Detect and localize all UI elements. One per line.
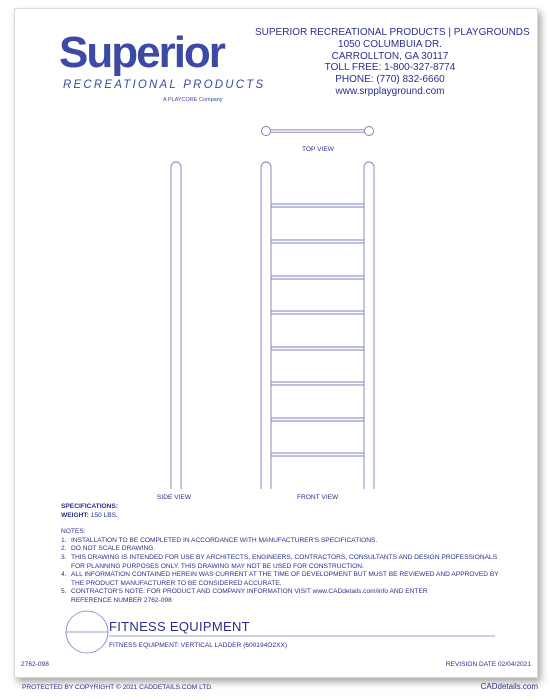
note-line: ALL INFORMATION CONTAINED HEREIN WAS CURRENT AT THE TIME OF DEVELOPMENT BUT MUST BE REVIEWED AND APPROVED BY xyxy=(71,571,499,579)
logo-tagline: A PLAYCORE Company xyxy=(163,97,223,103)
notes-heading: NOTES: xyxy=(61,528,86,536)
note-line: CONTRACTOR'S NOTE: FOR PRODUCT AND COMPANY INFORMATION VISIT www.CADdetails.com/info AND ENTER xyxy=(71,588,428,596)
note-item xyxy=(61,554,501,571)
ladder-rungs xyxy=(271,204,364,456)
note-item xyxy=(61,588,501,605)
note-line: THIS DRAWING IS INTENDED FOR USE BY ARCHITECTS, ENGINEERS, CONTRACTORS, CONSULTANTS AND DESIGN PROFESSIONALS xyxy=(71,553,498,561)
weight-value: 150 LBS. xyxy=(90,511,118,519)
logo-wordmark: Superior xyxy=(59,28,224,77)
logo-subtitle: RECREATIONAL PRODUCTS xyxy=(63,79,266,91)
note-number: 1. xyxy=(61,536,67,544)
drawing-sheet xyxy=(14,8,538,678)
company-address-line1: 1050 COLUMBUIA DR. xyxy=(338,38,442,50)
note-line: INSTALLATION TO BE COMPLETED IN ACCORDANCE WITH MANUFACTURER'S SPECIFICATIONS. xyxy=(71,536,378,544)
company-website[interactable]: www.srpplayground.com xyxy=(335,85,445,97)
note-number: 3. xyxy=(61,553,67,561)
caddetails-brand[interactable]: CADdetails.com xyxy=(480,682,538,691)
notes-list xyxy=(61,537,501,606)
reference-number: 2762-098 xyxy=(21,661,49,668)
note-item xyxy=(61,545,501,554)
front-view-label: FRONT VIEW xyxy=(297,494,339,501)
front-view-drawing xyxy=(261,162,374,489)
weight-label: WEIGHT: xyxy=(61,511,89,519)
note-line: DO NOT SCALE DRAWING. xyxy=(71,545,156,553)
note-number: 5. xyxy=(61,588,67,596)
note-line: THE PRODUCT MANUFACTURER TO BE CONSIDERED ACCURATE. xyxy=(71,579,282,587)
side-view-drawing xyxy=(171,162,181,489)
side-view-label: SIDE VIEW xyxy=(157,494,192,501)
company-address-line2: CARROLLTON, GA 30117 xyxy=(331,50,449,62)
specifications-heading: SPECIFICATIONS: xyxy=(61,503,119,510)
top-view-label: TOP VIEW xyxy=(302,146,334,153)
revision-date: REVISION DATE 02/04/2021 xyxy=(445,661,531,668)
weight-spec xyxy=(61,512,501,521)
note-item xyxy=(61,537,501,546)
top-view-drawing xyxy=(262,127,374,136)
note-number: 2. xyxy=(61,545,67,553)
note-item xyxy=(61,571,501,588)
company-name: SUPERIOR RECREATIONAL PRODUCTS | PLAYGROUNDS xyxy=(255,27,530,38)
title-block xyxy=(63,611,523,657)
company-tollfree: TOLL FREE: 1-800-327-8774 xyxy=(324,62,456,74)
drawing-title: FITNESS EQUIPMENT xyxy=(109,619,250,634)
note-line: REFERENCE NUMBER 2762-098 xyxy=(71,596,172,604)
specifications-section xyxy=(61,503,501,606)
drawing-subtitle: FITNESS EQUIPMENT: VERTICAL LADDER (600194O2XX) xyxy=(109,642,288,649)
copyright-notice: PROTECTED BY COPYRIGHT © 2021 CADDETAILS.COM LTD. xyxy=(22,684,213,691)
note-number: 4. xyxy=(61,571,67,579)
company-phone: PHONE: (770) 832-6660 xyxy=(335,74,445,86)
note-line: FOR PLANNING PURPOSES ONLY. THIS DRAWING MAY NOT BE USED FOR CONSTRUCTION. xyxy=(71,562,364,570)
